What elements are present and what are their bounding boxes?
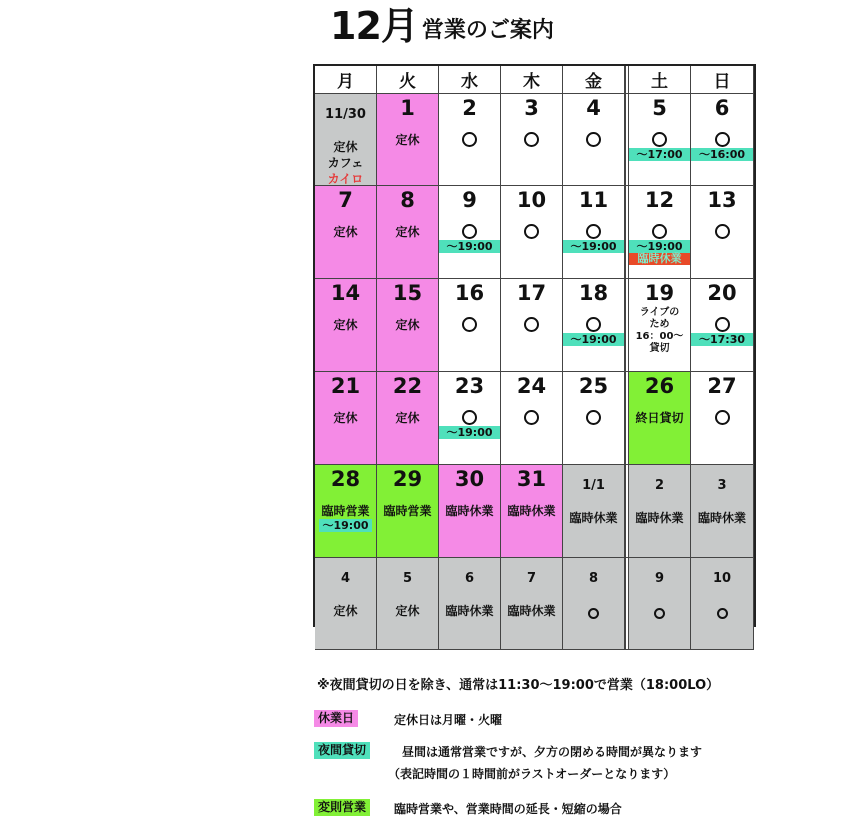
legend-text-night: 昼間は通常営業ですが、夕方の閉める時間が異なります (402, 745, 703, 759)
page-title (330, 2, 630, 46)
day-number: 24 (516, 374, 547, 398)
day-number: 14 (330, 281, 361, 305)
open-circle-icon (586, 224, 601, 239)
open-circle-icon (586, 317, 601, 332)
open-circle-icon (715, 224, 730, 239)
weekday-header: 月 (315, 66, 377, 94)
day-cell (377, 186, 439, 279)
day-cell (377, 558, 439, 650)
open-circle-icon (524, 132, 539, 147)
open-circle-icon (462, 410, 477, 425)
legend-tag-night: 夜間貸切 (314, 742, 370, 759)
day-cell (691, 465, 754, 558)
day-number: 31 (516, 467, 547, 491)
hours-badge: ～19:00 (563, 240, 624, 253)
event-label: カイロ (327, 172, 364, 186)
day-status-label: 終日貸切 (635, 411, 684, 425)
day-status-label: 定休 (395, 225, 420, 239)
weekday-header: 木 (501, 66, 563, 94)
weekday-header: 金 (563, 66, 625, 94)
day-number: 10 (516, 188, 547, 212)
day-number: 19 (644, 281, 675, 305)
day-number: 1 (400, 96, 415, 120)
open-circle-icon (715, 410, 730, 425)
day-number: 2 (462, 96, 477, 120)
day-cell (315, 372, 377, 465)
day-number: 8 (588, 571, 599, 586)
day-cell (439, 94, 501, 186)
day-number: 21 (330, 374, 361, 398)
day-cell (629, 94, 691, 186)
day-cell (563, 372, 625, 465)
legend-text-holiday: 定休日は月曜・火曜 (394, 713, 503, 727)
day-status-label: 定休 (395, 411, 420, 425)
live-rental-note: 貸切 (649, 343, 670, 354)
day-number: 4 (340, 571, 351, 586)
day-status-label: 定休 (395, 318, 420, 332)
weekday-header: 土 (629, 66, 691, 94)
day-number: 2 (654, 478, 665, 493)
day-cell (563, 94, 625, 186)
day-number: 7 (338, 188, 353, 212)
day-number: 27 (707, 374, 737, 398)
legend-text-irregular: 臨時営業や、営業時間の延長・短縮の場合 (394, 802, 622, 816)
day-cell (501, 558, 563, 650)
legend-text-night-sub: （表記時間の１時間前がラストオーダーとなります） (388, 767, 676, 781)
day-status-label: 臨時営業 (321, 504, 370, 518)
day-number: 5 (402, 571, 413, 586)
day-cell (691, 186, 754, 279)
day-cell (439, 465, 501, 558)
open-circle-icon (586, 410, 601, 425)
day-status-label: 臨時休業 (507, 604, 556, 618)
day-number: 8 (400, 188, 415, 212)
day-cell (691, 558, 754, 650)
legend-tag-irregular: 変則営業 (314, 799, 370, 816)
weekday-header: 日 (691, 66, 754, 94)
day-cell (691, 94, 754, 186)
day-cell (501, 186, 563, 279)
day-number: 26 (644, 374, 675, 398)
legend-tag-holiday: 休業日 (314, 710, 358, 727)
day-number: 3 (717, 478, 727, 493)
open-circle-icon (524, 317, 539, 332)
title-text: 営業のご案内 (421, 18, 554, 43)
day-cell (439, 372, 501, 465)
closure-band: 臨時休業 (629, 253, 690, 265)
day-cell (315, 279, 377, 372)
hours-note: ※夜間貸切の日を除き、通常は11:30～19:00で営業（18:00LO） (317, 678, 720, 693)
day-cell (439, 279, 501, 372)
day-cell (563, 279, 625, 372)
day-status-label: 臨時休業 (569, 511, 618, 525)
open-circle-icon (588, 608, 599, 619)
day-cell (629, 279, 691, 372)
day-number: 12 (644, 188, 675, 212)
day-cell (377, 94, 439, 186)
open-circle-icon (462, 224, 477, 239)
open-circle-icon (715, 132, 730, 147)
day-cell (629, 558, 691, 650)
day-cell (629, 465, 691, 558)
day-number: 11/30 (325, 107, 366, 122)
day-number: 13 (707, 188, 737, 212)
day-number: 22 (392, 374, 423, 398)
day-status-label: 臨時休業 (697, 511, 746, 525)
day-status-label: 定休 (333, 140, 358, 154)
day-status-label: 定休 (333, 604, 358, 618)
day-number: 4 (586, 96, 601, 120)
day-number: 25 (578, 374, 609, 398)
day-number: 6 (464, 571, 475, 586)
day-status-label: 臨時休業 (445, 604, 494, 618)
day-number: 6 (714, 96, 730, 120)
hours-badge: ～16:00 (691, 148, 753, 161)
day-cell (377, 279, 439, 372)
open-circle-icon (652, 224, 667, 239)
day-cell (439, 186, 501, 279)
day-cell (377, 465, 439, 558)
day-status-label: 定休 (395, 604, 420, 618)
hours-badge: ～17:00 (629, 148, 690, 161)
day-number: 30 (454, 467, 485, 491)
day-cell (439, 558, 501, 650)
day-number: 15 (392, 281, 423, 305)
day-number: 1/1 (582, 478, 605, 493)
day-number: 28 (330, 467, 361, 491)
hours-badge: ～19:00 (439, 240, 500, 253)
open-circle-icon (654, 608, 665, 619)
day-status-label: 定休 (395, 133, 420, 147)
day-number: 3 (524, 96, 539, 120)
open-circle-icon (652, 132, 667, 147)
hours-badge: ～17:30 (691, 333, 753, 346)
day-cell (315, 186, 377, 279)
weekday-header: 火 (377, 66, 439, 94)
day-status-label: 定休 (333, 318, 358, 332)
live-rental-note: ライブの (639, 307, 680, 318)
open-circle-icon (524, 224, 539, 239)
live-rental-note: ため (649, 319, 670, 330)
day-number: 29 (392, 467, 423, 491)
day-status-label: 定休 (333, 411, 358, 425)
day-number: 18 (578, 281, 609, 305)
day-cell (315, 558, 377, 650)
day-status-label: 臨時営業 (383, 504, 432, 518)
hours-badge: ～19:00 (563, 333, 624, 346)
day-cell (629, 186, 691, 279)
day-cell (563, 465, 625, 558)
day-number: 20 (707, 281, 737, 305)
open-circle-icon (715, 317, 730, 332)
weekday-header: 水 (439, 66, 501, 94)
day-cell (563, 558, 625, 650)
day-number: 7 (526, 571, 537, 586)
day-cell (629, 372, 691, 465)
day-number: 17 (516, 281, 547, 305)
day-number: 5 (652, 96, 667, 120)
day-cell (501, 372, 563, 465)
day-number: 10 (712, 571, 732, 586)
hours-badge: ～19:00 (319, 519, 371, 532)
day-number: 23 (454, 374, 485, 398)
day-cell (501, 279, 563, 372)
live-rental-note: 16：00～ (635, 331, 684, 342)
day-cell (691, 279, 754, 372)
day-status-label: 定休 (333, 225, 358, 239)
day-status-label: 臨時休業 (635, 511, 684, 525)
day-status-label: カフェ (327, 156, 364, 170)
hours-badge: ～19:00 (439, 426, 500, 439)
day-number: 9 (654, 571, 665, 586)
open-circle-icon (462, 132, 477, 147)
open-circle-icon (586, 132, 601, 147)
open-circle-icon (462, 317, 477, 332)
hours-badge: ～19:00 (629, 240, 690, 253)
day-cell (563, 186, 625, 279)
day-cell (501, 94, 563, 186)
day-cell (315, 465, 377, 558)
day-cell (315, 94, 377, 186)
day-status-label: 臨時休業 (445, 504, 494, 518)
day-cell (691, 372, 754, 465)
calendar-grid (313, 64, 756, 627)
day-number: 11 (578, 188, 609, 212)
open-circle-icon (717, 608, 728, 619)
day-cell (501, 465, 563, 558)
day-number: 16 (454, 281, 485, 305)
open-circle-icon (524, 410, 539, 425)
day-number: 9 (462, 188, 477, 212)
day-status-label: 臨時休業 (507, 504, 556, 518)
day-cell (377, 372, 439, 465)
title-month: 12月 (330, 4, 418, 48)
